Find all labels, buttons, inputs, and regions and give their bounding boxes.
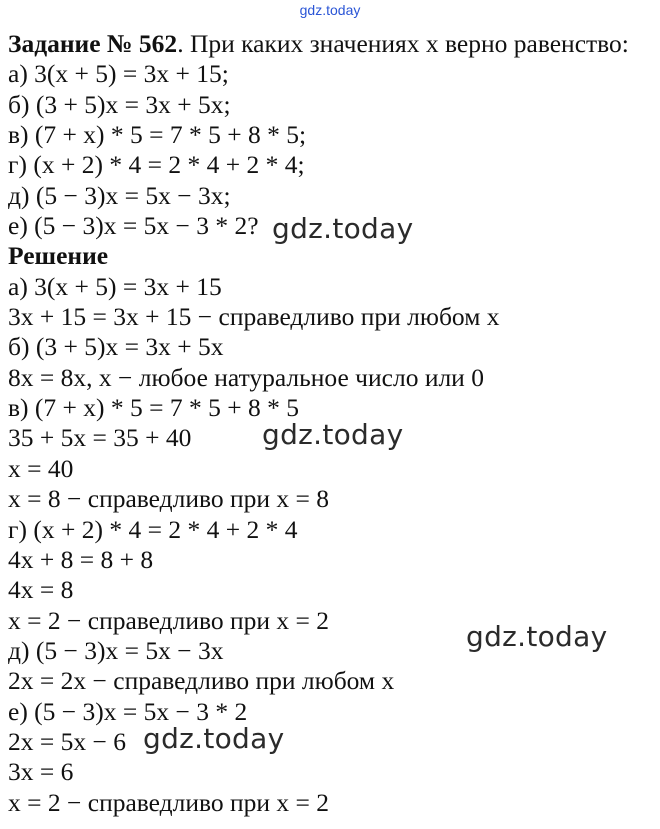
solution-line: б) (3 + 5)x = 3x + 5x: [8, 332, 224, 362]
watermark: gdz.today: [262, 418, 404, 451]
solution-line: в) (7 + x) * 5 = 7 * 5 + 8 * 5: [8, 393, 300, 423]
site-watermark-top: gdz.today: [299, 2, 361, 18]
solution-heading: Решение: [8, 241, 109, 271]
solution-line: 8x = 8x, x − любое натуральное число или 0: [8, 362, 484, 392]
solution-line: x = 2 − справедливо при x = 2: [8, 605, 330, 635]
task-item-a: а) 3(x + 5) = 3x + 15;: [8, 59, 229, 89]
solution-line: x = 40: [8, 453, 74, 483]
solution-line: 35 + 5x = 35 + 40: [8, 423, 192, 453]
task-header: [8, 29, 656, 59]
task-label: Задание № 562: [8, 29, 178, 58]
solution-line: 3x = 6: [8, 757, 74, 787]
solution-line: 4x = 8: [8, 575, 74, 605]
task-item-b: б) (3 + 5)x = 3x + 5x;: [8, 89, 231, 119]
solution-line: 2x = 2x − справедливо при любом x: [8, 666, 395, 696]
watermark: gdz.today: [143, 722, 285, 755]
solution-line: е) (5 − 3)x = 5x − 3 * 2: [8, 696, 248, 726]
watermark: gdz.today: [466, 620, 608, 653]
watermark: gdz.today: [272, 212, 414, 245]
task-question: . При каких значениях x верно равенство:: [177, 29, 629, 58]
solution-line: д) (5 − 3)x = 5x − 3x: [8, 635, 224, 665]
solution-line: 2x = 5x − 6: [8, 726, 127, 756]
task-item-d: д) (5 − 3)x = 5x − 3x;: [8, 180, 231, 210]
solution-line: 4x + 8 = 8 + 8: [8, 544, 154, 574]
task-item-e: е) (5 − 3)x = 5x − 3 * 2?: [8, 211, 259, 241]
solution-line: г) (x + 2) * 4 = 2 * 4 + 2 * 4: [8, 514, 298, 544]
solution-line: x = 8 − справедливо при x = 8: [8, 484, 330, 514]
solution-line: а) 3(x + 5) = 3x + 15: [8, 271, 222, 301]
solution-line: x = 2 − справедливо при x = 2: [8, 787, 330, 817]
task-item-v: в) (7 + x) * 5 = 7 * 5 + 8 * 5;: [8, 120, 307, 150]
solution-line: 3x + 15 = 3x + 15 − справедливо при любом x: [8, 302, 500, 332]
task-item-g: г) (x + 2) * 4 = 2 * 4 + 2 * 4;: [8, 150, 305, 180]
